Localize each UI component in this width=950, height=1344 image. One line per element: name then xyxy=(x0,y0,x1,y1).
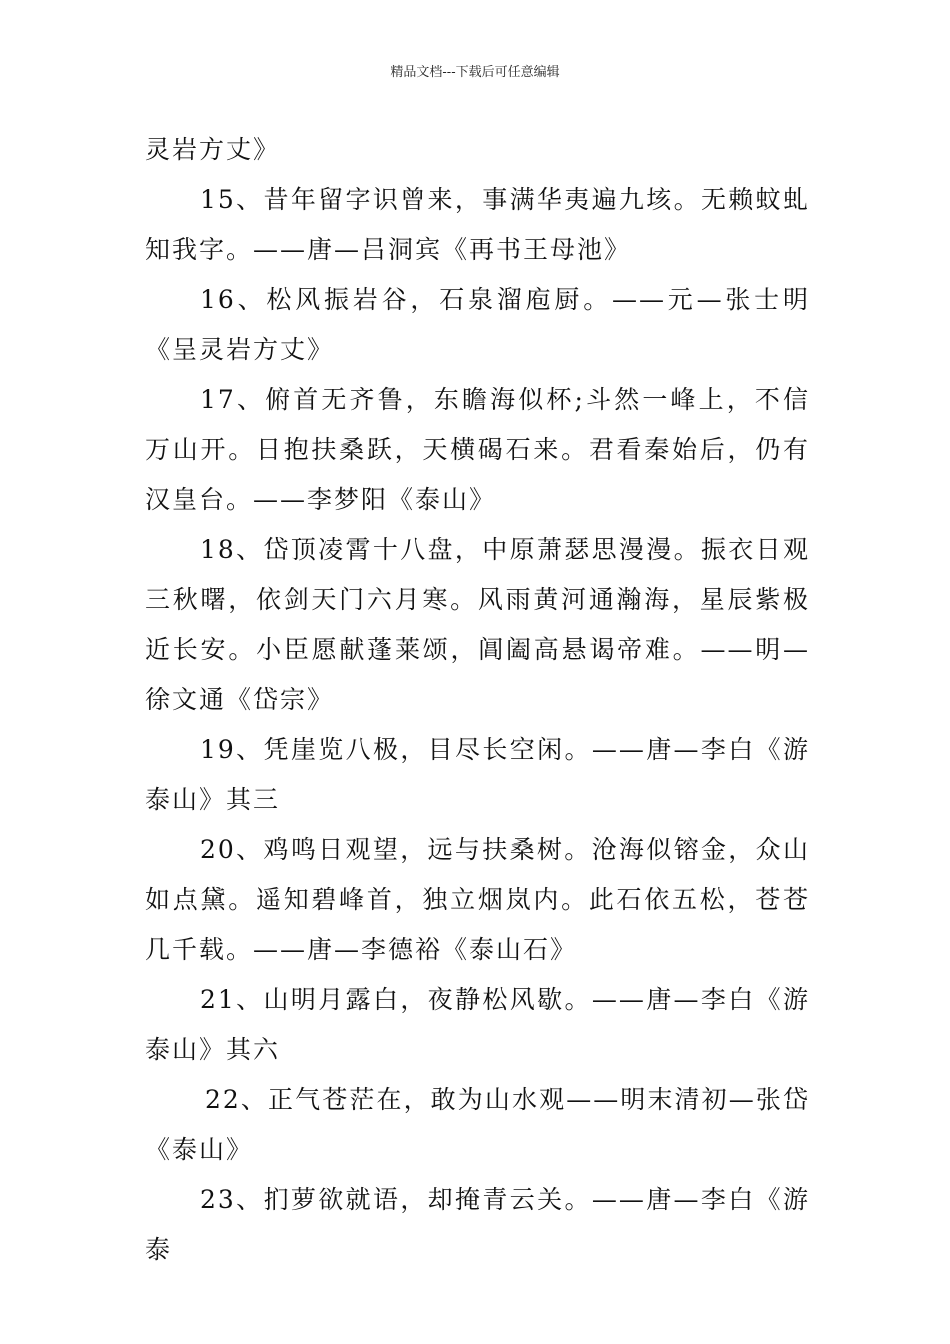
paragraph-15: 15、昔年留字识曾来，事满华夷遍九垓。无赖蚊虬知我字。——唐—吕洞宾《再书王母池》 xyxy=(145,185,810,264)
paragraph-20: 20、鸡鸣日观望，远与扶桑树。沧海似镕金，众山如点黛。遥知碧峰首，独立烟岚内。此石依五松，苍苍几千载。——唐—李德裕《泰山石》 xyxy=(145,835,810,964)
paragraph-21: 21、山明月露白，夜静松风歇。——唐—李白《游泰山》其六 xyxy=(145,985,810,1064)
paragraph-18: 18、岱顶凌霄十八盘，中原萧瑟思漫漫。振衣日观三秋曙，依剑天门六月寒。风雨黄河通瀚海，星辰紫极近长安。小臣愿献蓬莱颂，阊阖高悬谒帝难。——明—徐文通《岱宗》 xyxy=(145,535,810,714)
paragraph-22: 22、正气苍茫在，敢为山水观——明末清初—张岱《泰山》 xyxy=(145,1085,810,1164)
paragraph-16: 16、松风振岩谷，石泉溜庖厨。——元—张士明《呈灵岩方丈》 xyxy=(145,285,810,364)
document-body xyxy=(145,125,810,1275)
paragraph-19: 19、凭崖览八极，目尽长空闲。——唐—李白《游泰山》其三 xyxy=(145,735,810,814)
page-header: 精品文档---下载后可任意编辑 xyxy=(390,65,560,80)
paragraph-23: 23、扪萝欲就语，却掩青云关。——唐—李白《游泰 xyxy=(145,1185,810,1264)
paragraph-17: 17、俯首无齐鲁，东瞻海似杯;斗然一峰上，不信万山开。日抱扶桑跃，天横碣石来。君看秦始后，仍有汉皇台。——李梦阳《泰山》 xyxy=(145,385,810,514)
paragraph-continuation: 灵岩方丈》 xyxy=(145,135,281,164)
